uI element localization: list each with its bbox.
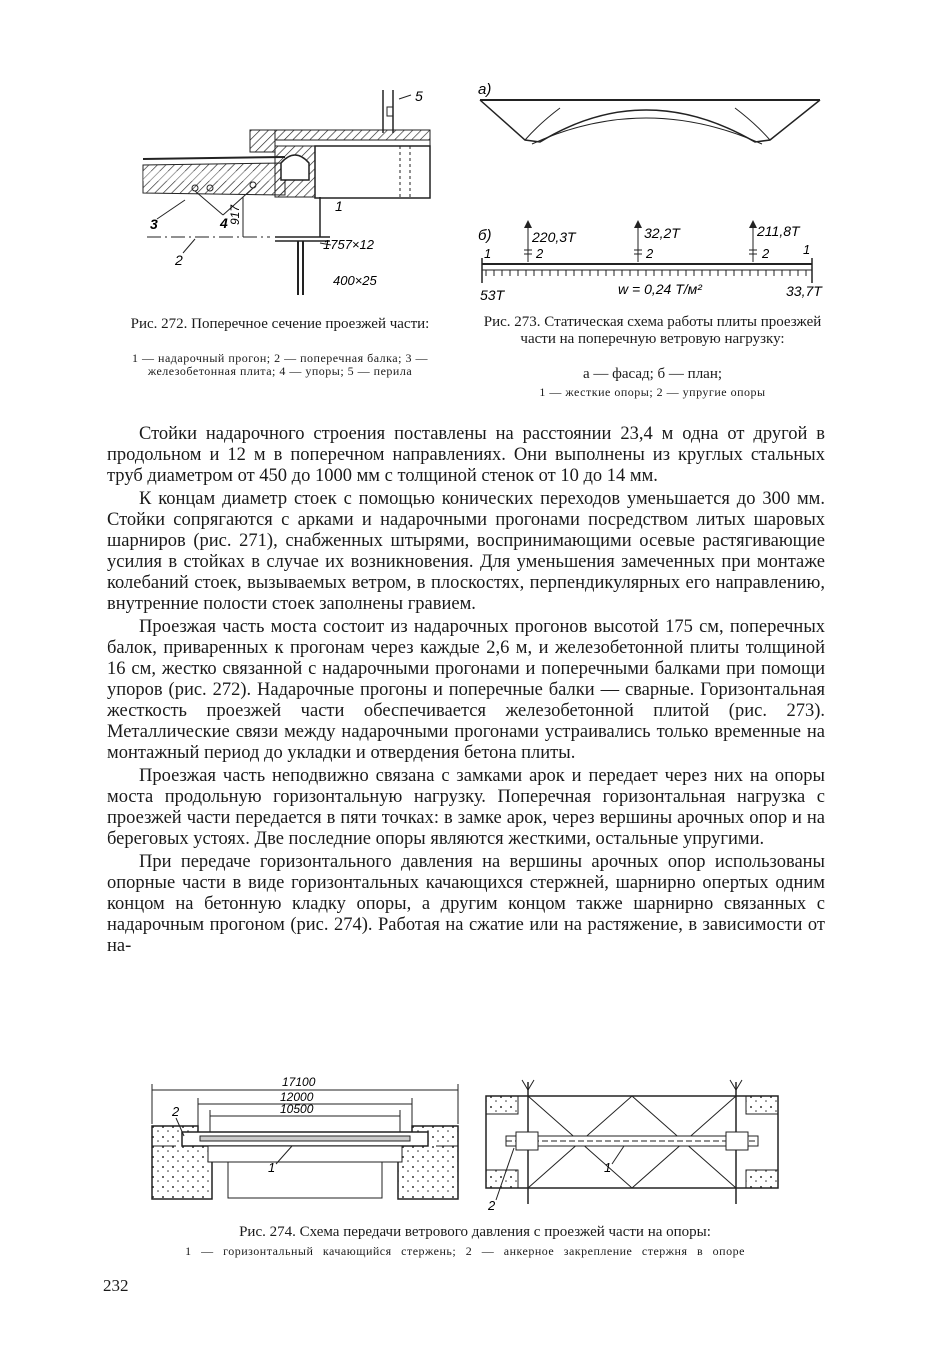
fig274-left-label-1: 1 xyxy=(268,1160,276,1175)
fig273-force-3: 211,8Т xyxy=(757,223,800,239)
fig273-support-2b: 2 xyxy=(646,246,654,261)
fig272-label-4: 4 xyxy=(220,215,228,231)
figure-274-left-drawing xyxy=(140,1074,470,1214)
fig274-dim-10500: 10500 xyxy=(280,1102,314,1116)
fig273-force-1: 220,3Т xyxy=(532,229,576,245)
fig272-dim-400: 400×25 xyxy=(333,273,377,288)
fig272-label-5: 5 xyxy=(415,88,423,104)
fig272-label-2: 2 xyxy=(175,252,183,268)
fig273-support-1b: 1 xyxy=(803,242,811,257)
fig272-dim-1757: 1757×12 xyxy=(323,237,374,252)
fig273-support-2c: 2 xyxy=(762,246,770,261)
fig273-support-1a: 1 xyxy=(484,246,492,261)
paragraph-5: При передаче горизонтального давления на вершины арочных опор использованы опорные части в виде горизонтальных качающихся стержней, шарнирно опертых одним концом на бетонную кладку опоры, а другим концом также шарнирно связанных с надарочным прогоном (рис. 274). Работая на сжатие или на растяжение, в зависимости от на- xyxy=(107,852,825,956)
fig273-label-b: б) xyxy=(478,227,492,244)
fig274-dim-17100: 17100 xyxy=(282,1075,316,1089)
fig274-right-label-2: 2 xyxy=(488,1198,496,1213)
fig273-load-w: w = 0,24 Т/м² xyxy=(618,281,702,297)
fig274-left-label-2: 2 xyxy=(172,1104,180,1119)
figure-273-drawing xyxy=(470,78,830,308)
fig272-label-3: 3 xyxy=(150,216,158,232)
fig274-caption-legend: 1 — горизонтальный качающийся стержень; 2 — анкерное закрепление стержня в опоре xyxy=(185,1244,745,1258)
paragraph-1: Стойки надарочного строения поставлены на расстоянии 23,4 м одна от другой в продольном и 12 м в поперечном направлениях. Они выполнены из круглых стальных труб диаметром от 450 до 1000 мм с толщиной стенок от 10 до 14 мм. xyxy=(107,424,825,486)
fig274-caption-title: Рис. 274. Схема передачи ветрового давления с проезжей части на опоры: xyxy=(239,1224,711,1240)
fig274-right-label-1: 1 xyxy=(604,1160,612,1175)
figure-272-drawing xyxy=(135,85,455,310)
paragraph-4: Проезжая часть неподвижно связана с замками арок и передает через них на опоры моста продольную горизонтальную нагрузку. Поперечная горизонтальная нагрузка с проезжей части передается в пяти точках: в замке арок, через вершины арочных опор и на береговых устоях. Две последние опоры являются жесткими, остальные упругими. xyxy=(107,766,825,849)
fig273-force-2: 32,2Т xyxy=(644,225,680,241)
fig272-label-1: 1 xyxy=(335,198,343,214)
paragraph-3: Проезжая часть моста состоит из надарочных прогонов высотой 175 см, поперечных балок, приваренных к прогонам через каждые 2,6 м, и железобетонной плиты толщиной 16 см, жестко связанной с надарочными прогонами и поперечными балками при помощи упоров (рис. 272). Надарочные прогоны и поперечные балки — сварные. Горизонтальная жесткость проезжей части обеспечивается железобетонной плитой (рис. 273). Металлические связи между надарочными прогонами устраивались только временные на монтажный период до укладки и отвердения бетона плиты. xyxy=(107,617,825,763)
paragraph-2: К концам диаметр стоек с помощью конических переходов уменьшается до 300 мм. Стойки сопрягаются с арками и надарочными прогонами посредством литых шаровых шарниров (рис. 271), снабженных штырями, воспринимающими осевые растягивающие усилия в стойках в случае их возникновения. Для уменьшения замеченных при монтаже колебаний стоек, вызываемых ветром, в плоскостях, перпендикулярных его направлению, внутренние полости стоек заполнены гравием. xyxy=(107,489,825,614)
fig272-caption-legend: 1 — надарочный прогон; 2 — поперечная балка; 3 — железобетонная плита; 4 — упоры; 5 — перила xyxy=(132,351,428,378)
fig273-reaction-2: 33,7Т xyxy=(786,283,822,299)
fig272-dim-917: 917 xyxy=(228,204,242,225)
fig274-dim-12000: 12000 xyxy=(280,1090,314,1104)
fig273-support-2a: 2 xyxy=(536,246,544,261)
fig273-caption-sub: а — фасад; б — план; xyxy=(582,366,723,382)
fig273-caption-title: Рис. 273. Статическая схема работы плиты проезжей части на поперечную ветровую нагрузку: xyxy=(483,314,822,347)
figure-274-right-drawing xyxy=(478,1074,788,1214)
fig273-caption-legend: 1 — жесткие опоры; 2 — упругие опоры xyxy=(539,385,766,399)
fig273-label-a: а) xyxy=(478,81,492,98)
fig272-caption-title: Рис. 272. Поперечное сечение проезжей части: xyxy=(130,316,430,332)
body-text xyxy=(107,424,825,959)
page-number: 232 xyxy=(103,1276,129,1295)
fig273-reaction-1: 53Т xyxy=(480,287,505,303)
